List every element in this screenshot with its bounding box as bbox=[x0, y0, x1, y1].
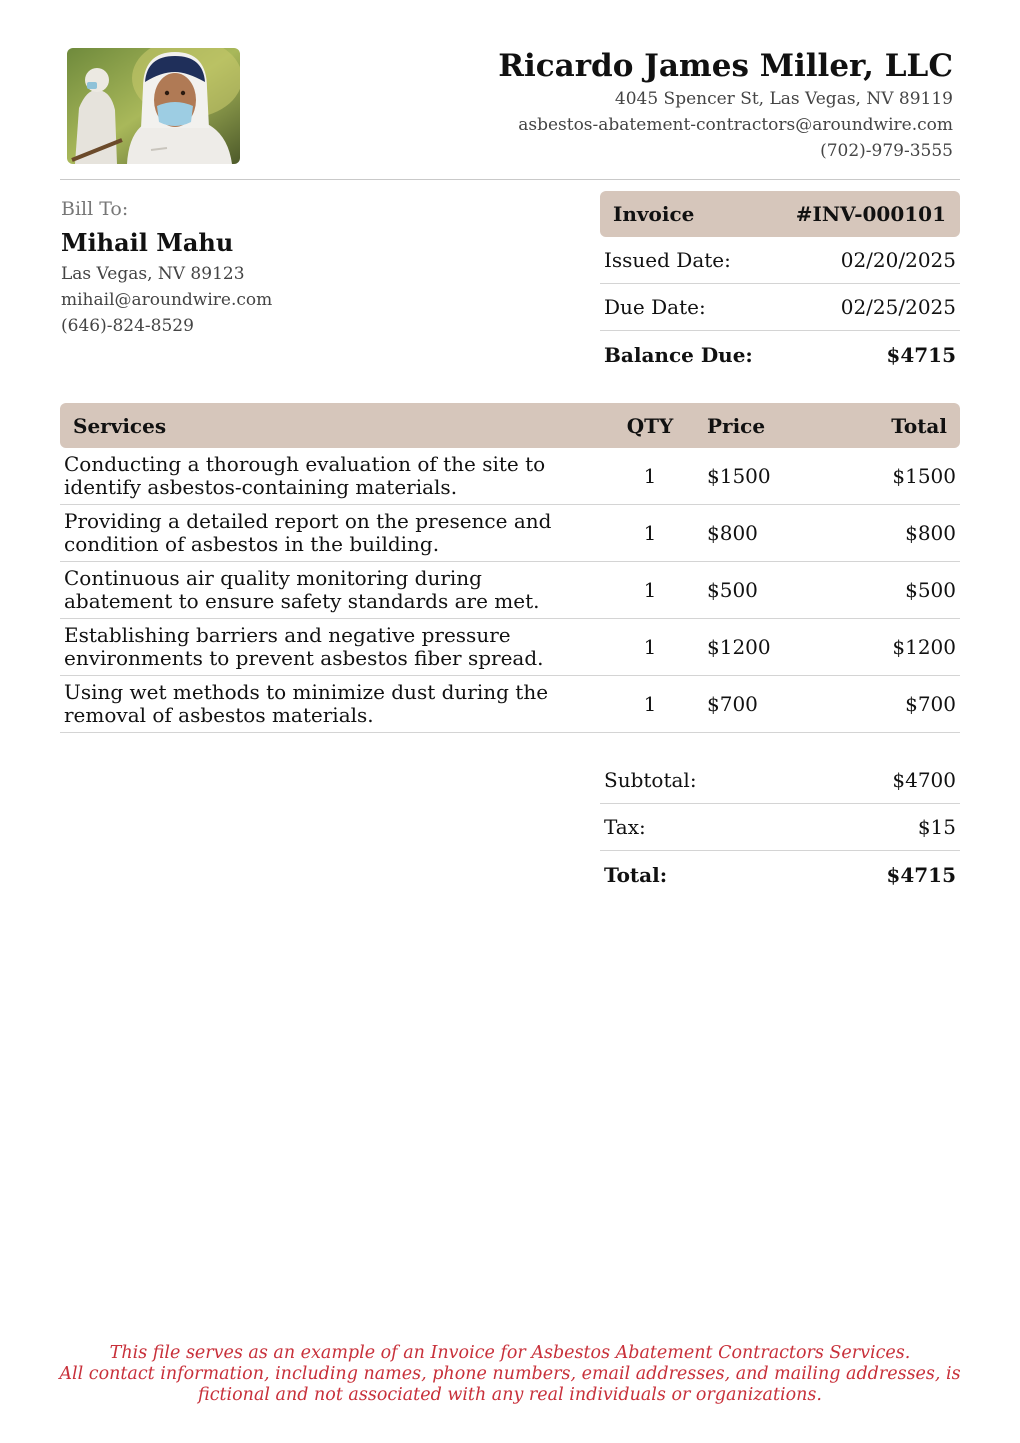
service-total: $500 bbox=[905, 578, 956, 602]
company-email[interactable]: asbestos-abatement-contractors@aroundwire.com bbox=[518, 115, 953, 135]
client-phone: (646)-824-8529 bbox=[61, 316, 194, 336]
service-description: Providing a detailed report on the presence and condition of asbestos in the building. bbox=[64, 509, 552, 556]
company-address: 4045 Spencer St, Las Vegas, NV 89119 bbox=[614, 89, 953, 109]
subtotal-value: $4700 bbox=[892, 768, 956, 792]
header-price: Price bbox=[707, 413, 766, 438]
balance-due-label: Balance Due: bbox=[604, 342, 753, 367]
service-description: Using wet methods to minimize dust during the removal of asbestos materials. bbox=[64, 680, 549, 727]
total-value: $4715 bbox=[886, 862, 956, 887]
tax-row bbox=[600, 804, 960, 851]
company-name: Ricardo James Miller, LLC bbox=[498, 48, 953, 84]
bill-to-section bbox=[61, 196, 272, 339]
header-qty: QTY bbox=[626, 413, 674, 438]
invoice-label: Invoice bbox=[613, 202, 695, 226]
service-total: $800 bbox=[905, 521, 956, 545]
disclaimer-line-1: This file serves as an example of an Invoice for Asbestos Abatement Contractors Services. bbox=[109, 1343, 911, 1363]
service-price: $800 bbox=[707, 521, 758, 545]
client-email[interactable]: mihail@aroundwire.com bbox=[61, 290, 273, 310]
header-services: Services bbox=[73, 413, 167, 438]
invoice-header bbox=[600, 191, 960, 237]
company-info bbox=[498, 46, 953, 164]
table-row bbox=[60, 505, 960, 562]
subtotal-label: Subtotal: bbox=[604, 768, 697, 792]
service-description: Conducting a thorough evaluation of the site to identify asbestos-containing materials. bbox=[64, 452, 546, 499]
client-address: Las Vegas, NV 89123 bbox=[61, 264, 245, 284]
header-total: Total bbox=[891, 413, 947, 438]
service-qty: 1 bbox=[643, 464, 657, 488]
services-table bbox=[60, 403, 960, 733]
service-price: $500 bbox=[707, 578, 758, 602]
disclaimer-footer bbox=[0, 1343, 1020, 1406]
service-price: $1200 bbox=[707, 635, 771, 659]
service-description: Establishing barriers and negative pressure environments to prevent asbestos fiber spread. bbox=[64, 623, 544, 670]
service-total: $700 bbox=[905, 692, 956, 716]
service-total: $1500 bbox=[892, 464, 956, 488]
tax-value: $15 bbox=[917, 815, 956, 839]
issued-date-value: 02/20/2025 bbox=[840, 248, 956, 272]
service-qty: 1 bbox=[643, 578, 657, 602]
table-row bbox=[60, 676, 960, 733]
service-price: $700 bbox=[707, 692, 758, 716]
company-phone: (702)-979-3555 bbox=[820, 141, 953, 161]
service-description: Continuous air quality monitoring during abatement to ensure safety standards are met. bbox=[64, 566, 540, 613]
disclaimer-line-2: All contact information, including names, phone numbers, email addresses, and mailing addresses, is bbox=[59, 1364, 961, 1384]
due-date-row bbox=[600, 284, 960, 331]
total-label: Total: bbox=[604, 862, 668, 887]
balance-due-row bbox=[600, 331, 960, 378]
service-qty: 1 bbox=[643, 521, 657, 545]
tax-label: Tax: bbox=[604, 815, 646, 839]
table-header bbox=[60, 403, 960, 448]
issued-date-row bbox=[600, 237, 960, 284]
company-logo bbox=[67, 48, 240, 164]
table-row bbox=[60, 562, 960, 619]
bill-to-label: Bill To: bbox=[61, 198, 129, 220]
client-name: Mihail Mahu bbox=[61, 228, 234, 257]
invoice-meta bbox=[600, 191, 960, 378]
total-row bbox=[600, 851, 960, 898]
table-row bbox=[60, 448, 960, 505]
due-date-value: 02/25/2025 bbox=[840, 295, 956, 319]
due-date-label: Due Date: bbox=[604, 295, 706, 319]
service-price: $1500 bbox=[707, 464, 771, 488]
totals-section bbox=[600, 757, 960, 898]
service-total: $1200 bbox=[892, 635, 956, 659]
invoice-number: #INV-000101 bbox=[795, 202, 946, 226]
disclaimer-line-3: fictional and not associated with any real individuals or organizations. bbox=[198, 1385, 822, 1405]
service-qty: 1 bbox=[643, 692, 657, 716]
subtotal-row bbox=[600, 757, 960, 804]
balance-due-value: $4715 bbox=[886, 342, 956, 367]
service-qty: 1 bbox=[643, 635, 657, 659]
table-row bbox=[60, 619, 960, 676]
issued-date-label: Issued Date: bbox=[604, 248, 731, 272]
header-divider bbox=[60, 179, 960, 180]
